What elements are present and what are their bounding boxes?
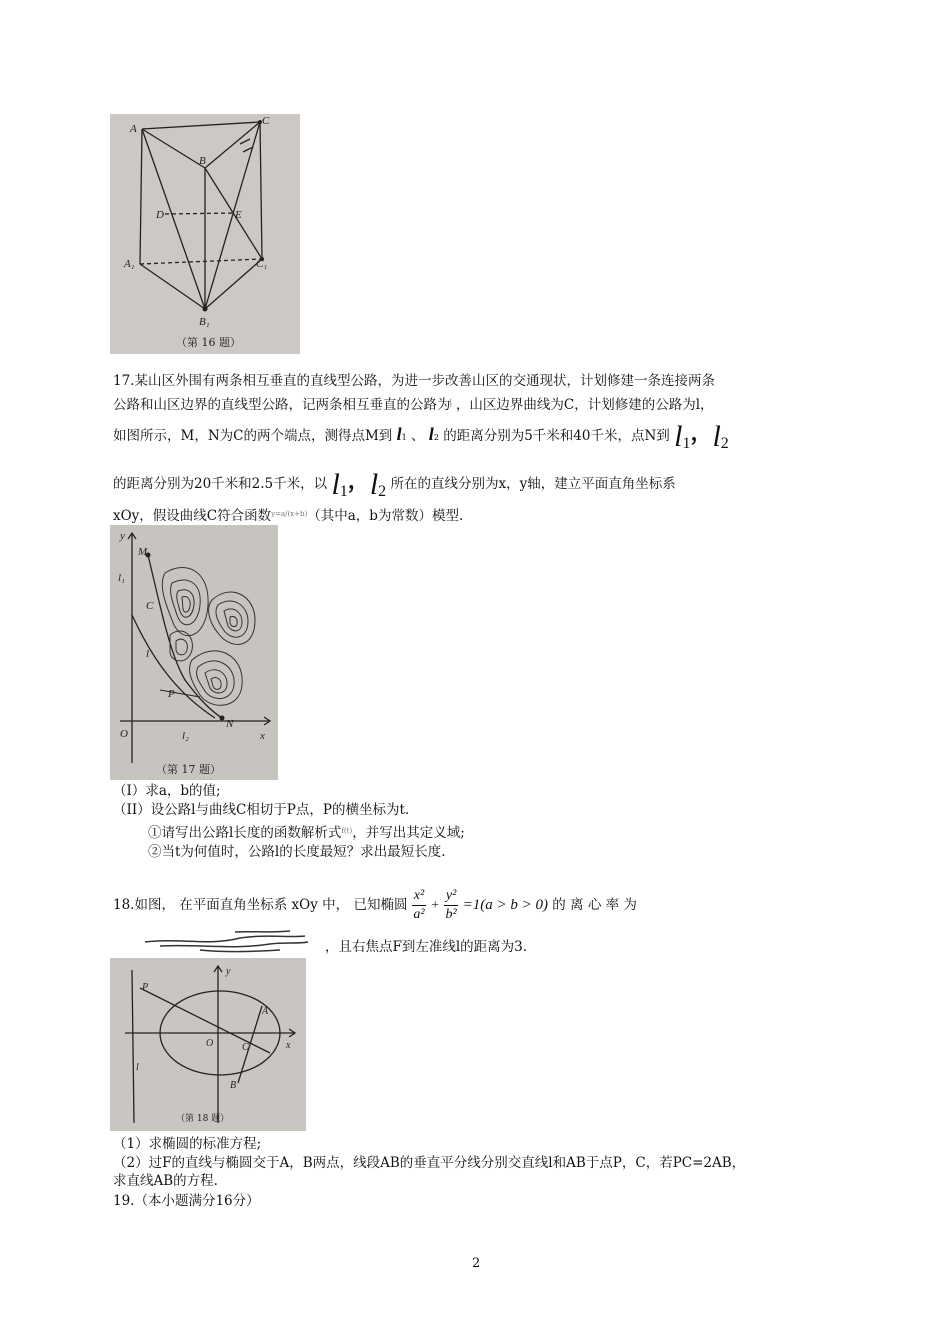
q17-l2-sub: 2 (433, 433, 439, 442)
fig16-label-d: D (156, 209, 164, 221)
fig16-caption: （第 16 题） (176, 336, 241, 349)
q17-line-5-text-b: （其中a，b为常数）模型. (307, 508, 464, 524)
fig16-label-b: B (199, 155, 206, 167)
q17-n-l2-sub: 2 (720, 435, 729, 452)
fig17-label-l2: l₂ (182, 730, 189, 742)
q17-part-1: （I）求a，b的值; (113, 783, 221, 799)
fig16-label-a: A (130, 123, 137, 135)
q18-eccentricity-smudge (140, 928, 310, 954)
q18-line-2: ，且右焦点F到左准线l的距离为3. (325, 939, 528, 955)
q18-line-1-text-b: 的 离 心 率 为 (552, 897, 637, 913)
fig17-caption: （第 17 题） (156, 763, 221, 776)
q17-line-4-text-b: 所在的直线分别为x，y轴，建立平面直角坐标系 (390, 476, 676, 492)
figure-16 (110, 114, 300, 354)
fig17-label-n: N (226, 718, 234, 730)
q18-part-1: （1）求椭圆的标准方程; (113, 1136, 262, 1152)
q18-frac-y: $\frac{\text{y²}}{\text{b²}}$ (445, 888, 457, 922)
q17-line-1: 17.某山区外围有两条相互垂直的直线型公路，为进一步改善山区的交通现状，计划修建一条连接两条 (113, 373, 715, 389)
q17-part-2: （II）设公路l与曲线C相切于P点，P的横坐标为t. (113, 802, 410, 818)
q17-l1-sub: 1 (401, 433, 407, 442)
fig18-label-y: y (226, 966, 231, 977)
fig17-label-o: O (120, 728, 128, 740)
q19-line-1: 19.（本小题满分16分） (113, 1193, 260, 1209)
q17-line-3: 如图所示，M，N为C的两个端点，测得点M到 l1 、 l2 的距离分别为5千米和40千米，点N到 l1，l2 (113, 420, 729, 453)
q17-line-2-placeholder-icon: ▏ (450, 399, 456, 407)
q17-line-2-text-b: ，山区边界曲线为C，计划修建的公路为l， (455, 397, 714, 413)
fig17-label-x: x (260, 730, 265, 742)
q17-line-4-text-a: 的距离分别为20千米和2.5千米，以 (113, 476, 328, 492)
figure-18 (110, 958, 306, 1131)
q18-frac-x: $\frac{\text{x²}}{\text{a²}}$ (413, 888, 425, 922)
fig16-label-c1: C₁ (256, 258, 268, 270)
q17-line-5-text-a: xOy，假设曲线C符合函数 (113, 508, 272, 524)
q17-n-l2: l (712, 420, 721, 453)
q17-axis-l2-sub: 2 (378, 483, 387, 500)
fig17-label-c: C (146, 600, 154, 612)
q17-sub-1-text-b: ，并写出其定义域; (352, 825, 465, 841)
page-number: 2 (472, 1256, 481, 1271)
q17-line-3-text-a: 如图所示，M，N为C的两个端点，测得点M到 (113, 428, 393, 444)
q17-sub-1-formula-icon: f(t) (341, 827, 353, 835)
fig16-label-b1: B₁ (199, 316, 210, 328)
q17-n-l1: l (674, 420, 683, 453)
q17-l1-symbol: l (396, 424, 402, 444)
fig16-label-a1: A₁ (124, 258, 135, 270)
fig17-label-y: y (120, 530, 125, 542)
q17-axis-l1-sub: 1 (339, 483, 348, 500)
fig16-label-c: C (262, 115, 270, 127)
fig16-label-e: E (235, 209, 242, 221)
q17-sub-1-text-a: ①请写出公路l长度的函数解析式 (148, 825, 342, 841)
q17-l2-symbol: l (428, 424, 434, 444)
q18-part-2b: 求直线AB的方程. (113, 1173, 218, 1189)
fig18-caption: （第 18 题） (176, 1114, 230, 1124)
q18-equation-tail: =1(a > b > 0) (462, 897, 548, 913)
q17-n-comma: ， (690, 420, 713, 446)
q17-line-2 (113, 394, 714, 414)
fig17-label-p: P (168, 688, 175, 700)
q17-function-formula-icon: y=a/(x+b) (271, 510, 308, 518)
fig18-label-l: l (136, 1062, 139, 1073)
fig18-label-c: C (242, 1042, 249, 1053)
fig17-label-l: l (146, 648, 150, 660)
q17-sub-1 (148, 822, 465, 842)
q18-line-1 (113, 883, 637, 927)
q17-axis-comma: ， (347, 468, 370, 494)
q17-line-2-text: 公路和山区边界的直线型公路，记两条相互垂直的公路为 (113, 397, 451, 413)
fig18-label-b: B (230, 1080, 237, 1091)
q18-plus: + (430, 897, 440, 912)
q17-line-4 (113, 468, 676, 501)
fig17-label-l1: l₁ (118, 572, 125, 584)
fig18-label-p: P (142, 982, 149, 993)
fig18-label-o: O (206, 1038, 214, 1049)
q18-line-1-text-a: 18.如图， 在平面直角坐标系 xOy 中， 已知椭圆 (113, 897, 408, 913)
fig18-label-x: x (286, 1040, 291, 1051)
fig17-label-m: M (138, 546, 148, 558)
q17-line-3-text-b: 的距离分别为5千米和40千米，点N到 (443, 428, 670, 444)
q18-part-2: （2）过F的直线与椭圆交于A，B两点，线段AB的垂直平分线分别交直线l和AB于点P，C，若PC=2AB， (113, 1155, 746, 1171)
q17-sub-2: ②当t为何值时，公路l的长度最短？求出最短长度. (148, 844, 446, 860)
q17-n-l1-sub: 1 (682, 435, 691, 452)
q17-axis-l1: l (331, 468, 340, 501)
figure-17 (110, 525, 278, 780)
q17-line-5 (113, 505, 463, 525)
fig18-label-a: A (262, 1006, 269, 1017)
q17-axis-l2: l (369, 468, 379, 501)
